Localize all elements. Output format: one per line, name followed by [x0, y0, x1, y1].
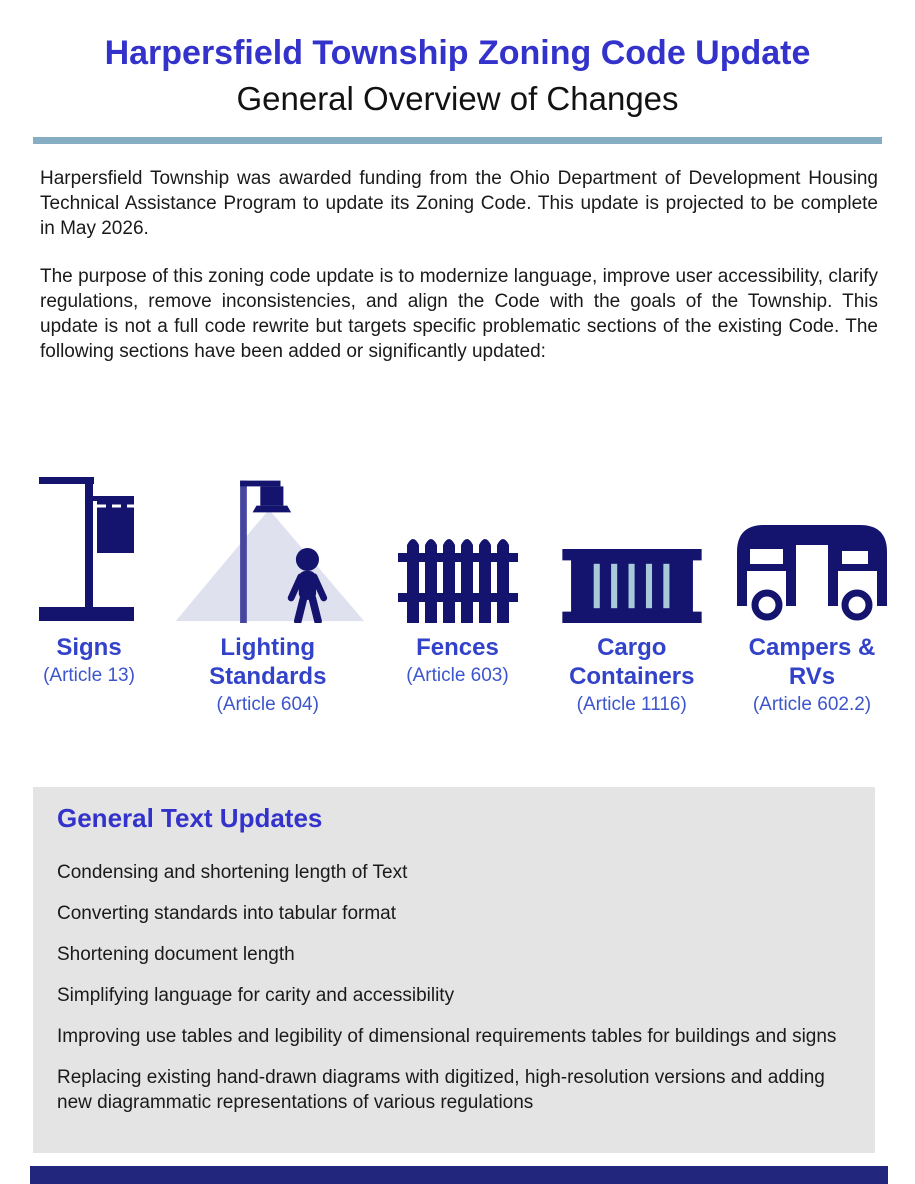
intro-paragraph-purpose: The purpose of this zoning code update is to modernize language, improve user accessibility, clarify regulations, remove inconsistencies, and align the Code with the goals of the Township. This update is not a full code rewrite but targets specific problematic sections of the existing Code. The following sections have been added or significantly updated: — [40, 266, 878, 362]
update-item: Replacing existing hand-drawn diagrams with digitized, high-resolution versions and adding new diagrammatic representations of various regulations — [57, 1067, 825, 1113]
section-signs — [30, 468, 148, 687]
page-title: Harpersfield Township Zoning Code Update — [104, 34, 811, 72]
update-item: Condensing and shortening length of Text — [57, 862, 408, 883]
update-item: Converting standards into tabular format — [57, 903, 397, 924]
update-item: Improving use tables and legibility of dimensional requirements tables for buildings and signs — [57, 1026, 837, 1047]
street-light-icon — [170, 468, 366, 623]
section-campers-rvs — [736, 468, 888, 716]
section-name: Cargo Containers — [569, 634, 695, 690]
picket-fence-icon — [398, 468, 518, 623]
section-article: (Article 604) — [216, 694, 319, 715]
cargo-container-icon — [552, 468, 712, 623]
camper-rv-icon — [737, 468, 887, 623]
section-lighting-standards — [170, 468, 366, 716]
hanging-sign-icon — [39, 468, 139, 623]
section-name: Signs — [56, 634, 122, 661]
picket-fence-icon-svg — [398, 531, 518, 623]
section-article: (Article 603) — [406, 665, 509, 686]
page-subtitle: General Overview of Changes — [236, 80, 679, 117]
section-article: (Article 13) — [43, 665, 135, 686]
intro-paragraph-funding: Harpersfield Township was awarded funding from the Ohio Department of Development Housing Technical Assistance Program to update its Zoning Code. This update is projected to be complete in May 2026. — [40, 168, 878, 239]
header-divider — [33, 137, 882, 144]
section-name: Campers & RVs — [748, 634, 876, 690]
section-name: Lighting Standards — [209, 634, 327, 690]
footer-bar — [30, 1166, 888, 1184]
section-cargo-containers — [549, 468, 714, 716]
street-light-icon-svg — [170, 471, 366, 623]
section-fences — [388, 468, 528, 687]
updated-sections-row — [30, 468, 888, 716]
update-item: Shortening document length — [57, 944, 295, 965]
section-name: Fences — [416, 634, 499, 661]
general-text-updates-heading: General Text Updates — [57, 803, 323, 833]
camper-rv-icon-svg — [737, 525, 887, 623]
update-item: Simplifying language for carity and accessibility — [57, 985, 455, 1006]
hanging-sign-icon-svg — [39, 475, 139, 623]
section-article: (Article 1116) — [576, 694, 687, 715]
general-text-updates-box — [33, 787, 875, 1153]
cargo-container-icon-svg — [552, 549, 712, 623]
section-article: (Article 602.2) — [752, 694, 872, 715]
